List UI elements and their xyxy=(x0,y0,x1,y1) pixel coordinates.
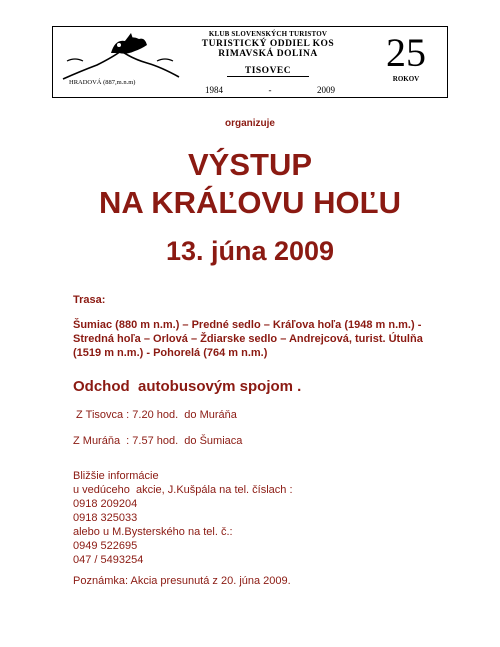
club-header xyxy=(52,26,448,98)
event-title-line1: VÝSTUP xyxy=(187,147,313,182)
info-phone4: 047 / 5493254 xyxy=(73,554,144,566)
info-line5: alebo u M.Bysterského na tel. č.: xyxy=(73,526,233,538)
year-start: 1984 xyxy=(205,85,223,95)
event-title-line2: NA KRÁĽOVU HOĽU xyxy=(99,185,401,220)
club-years xyxy=(205,85,335,95)
club-name-line2: RIMAVSKÁ DOLINA xyxy=(218,49,318,60)
club-town: TISOVEC xyxy=(227,66,309,77)
organizuje-label: organizuje xyxy=(224,118,275,129)
anniversary-unit: ROKOV xyxy=(392,75,420,83)
info-phone3: 0949 522695 xyxy=(73,540,138,552)
event-title xyxy=(0,146,500,222)
route-line1: Šumiac (880 m n.m.) – Predné sedlo – Kráľova hoľa (1948 m n.m.) - xyxy=(73,319,422,331)
route-line2: Stredná hoľa – Orlová – Ždiarske sedlo – Andrejcová, turist. Útulňa xyxy=(73,333,423,345)
anniversary-number: 25 xyxy=(386,30,426,75)
route-description xyxy=(73,318,433,360)
club-name xyxy=(173,31,363,77)
club-line: KLUB SLOVENSKÝCH TURISTOV xyxy=(208,30,328,38)
logo-caption: HRADOVÁ (887,m.n.m) xyxy=(69,79,136,86)
anniversary-badge xyxy=(379,30,433,83)
departure-line2: Z Muráňa : 7.57 hod. do Šumiaca xyxy=(73,435,243,447)
route-label: Trasa: xyxy=(73,294,106,306)
club-name-line1: TURISTICKÝ ODDIEL KOS xyxy=(201,38,335,49)
note: Poznámka: Akcia presunutá z 20. júna 2009. xyxy=(73,575,291,587)
route-line3: (1519 m n.m.) - Pohorelá (764 m n.m.) xyxy=(73,347,268,359)
year-end: 2009 xyxy=(317,85,335,95)
departure-heading: Odchod autobusovým spojom . xyxy=(73,378,302,395)
info-phone2: 0918 325033 xyxy=(73,512,138,524)
event-date: 13. júna 2009 xyxy=(165,236,335,266)
info-phone1: 0918 209204 xyxy=(73,498,138,510)
info-line2: u vedúceho akcie, J.Kušpála na tel. číslach : xyxy=(73,484,293,496)
year-dash: - xyxy=(268,85,272,95)
info-line1: Bližšie informácie xyxy=(73,470,159,482)
departure-line1: Z Tisovca : 7.20 hod. do Muráňa xyxy=(73,409,237,421)
